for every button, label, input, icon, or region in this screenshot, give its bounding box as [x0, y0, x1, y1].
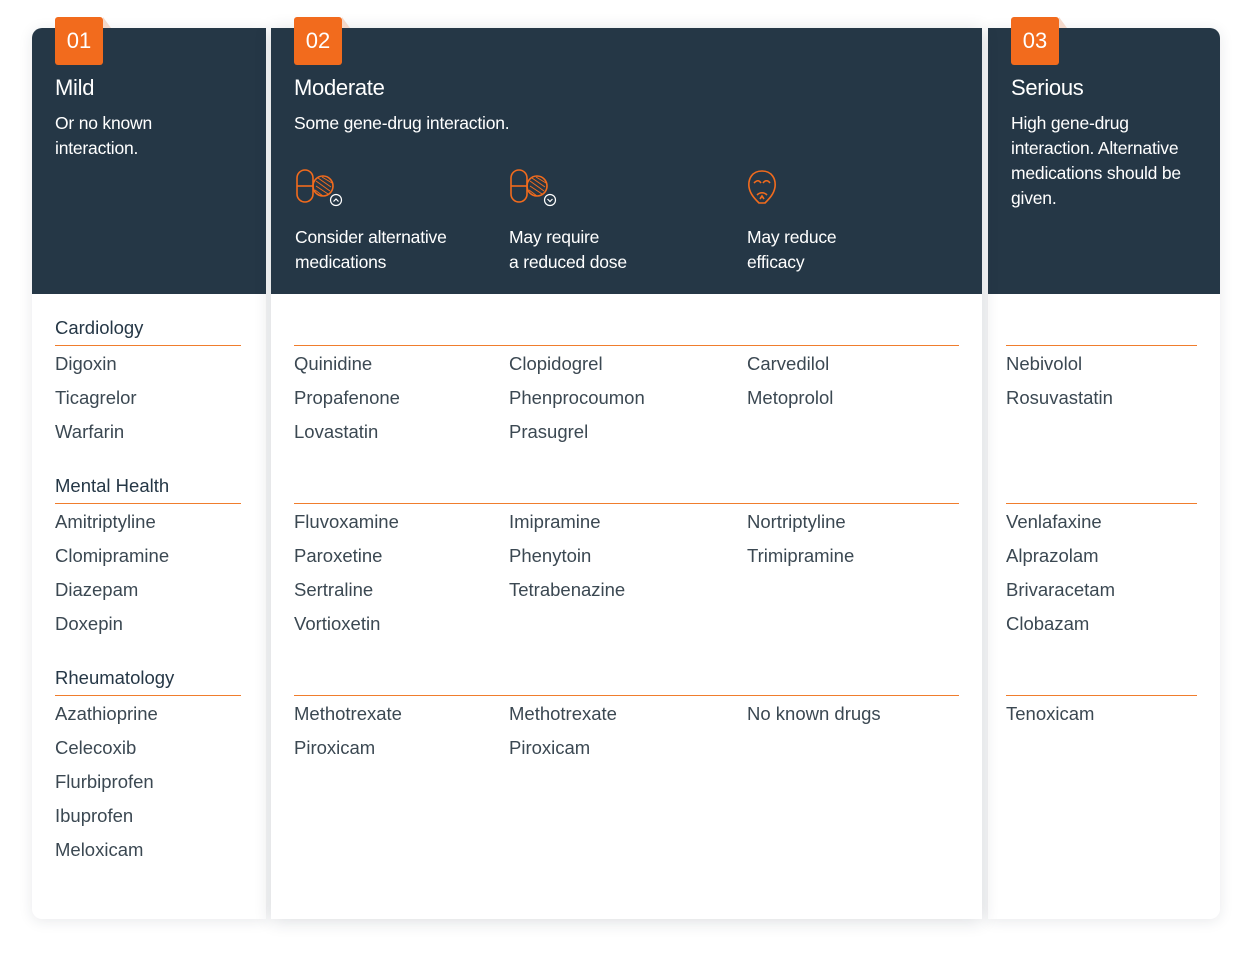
serious-number-badge: 03	[1011, 17, 1059, 65]
capsule-reduced-dose-icon	[508, 169, 560, 209]
serious-title: Serious	[1011, 75, 1084, 100]
mild-drug: Amitriptyline	[55, 511, 156, 532]
sub-label-reduced-efficacy: May reduce efficacy	[747, 227, 837, 272]
moderate-reduced-efficacy-drug: No known drugs	[747, 703, 881, 724]
moderate-card	[271, 28, 982, 919]
moderate-reduced-dose-drug: Imipramine	[509, 511, 601, 532]
mild-description: Or no known interaction.	[55, 113, 153, 158]
moderate-reduced-dose-drug: Prasugrel	[509, 421, 589, 442]
moderate-alternative-drug: Fluvoxamine	[294, 511, 399, 532]
moderate-reduced-dose-drug: Phenytoin	[509, 545, 592, 566]
category-title: Rheumatology	[55, 667, 175, 688]
moderate-description: Some gene-drug interaction.	[294, 113, 510, 133]
mild-drug: Ticagrelor	[55, 387, 137, 408]
category-title: Cardiology	[55, 317, 144, 338]
mild-drug: Clomipramine	[55, 545, 170, 566]
capsule-alternative-icon	[294, 169, 346, 209]
mild-drug: Meloxicam	[55, 839, 144, 860]
serious-drug: Alprazolam	[1006, 545, 1099, 566]
moderate-reduced-dose-drug: Piroxicam	[509, 737, 591, 758]
moderate-alternative-drug: Sertraline	[294, 579, 374, 600]
category-title: Mental Health	[55, 475, 170, 496]
moderate-alternative-drug: Paroxetine	[294, 545, 383, 566]
serious-drug: Rosuvastatin	[1006, 387, 1113, 408]
sub-label-alternative: Consider alternative medications	[295, 227, 447, 272]
serious-drug: Tenoxicam	[1006, 703, 1095, 724]
moderate-alternative-drug: Lovastatin	[294, 421, 379, 442]
mild-drug: Doxepin	[55, 613, 123, 634]
serious-drug: Venlafaxine	[1006, 511, 1102, 532]
mild-header	[32, 28, 266, 294]
serious-description: High gene-drug interaction. Alternative medications should be given.	[1011, 113, 1181, 208]
moderate-alternative-drug: Methotrexate	[294, 703, 402, 724]
serious-drug: Nebivolol	[1006, 353, 1083, 374]
mild-drug: Warfarin	[55, 421, 125, 442]
person-reduced-efficacy-icon	[746, 169, 798, 209]
mild-number-badge: 01	[55, 17, 103, 65]
serious-header	[988, 28, 1220, 294]
mild-drug: Azathioprine	[55, 703, 158, 724]
moderate-reduced-efficacy-drug: Metoprolol	[747, 387, 834, 408]
moderate-reduced-efficacy-drug: Carvedilol	[747, 353, 830, 374]
moderate-reduced-dose-drug: Methotrexate	[509, 703, 617, 724]
moderate-alternative-drug: Propafenone	[294, 387, 400, 408]
serious-card	[988, 28, 1220, 919]
mild-drug: Flurbiprofen	[55, 771, 154, 792]
serious-drug: Clobazam	[1006, 613, 1090, 634]
mild-drug: Celecoxib	[55, 737, 137, 758]
moderate-reduced-efficacy-drug: Nortriptyline	[747, 511, 846, 532]
sub-label-reduced-dose: May require a reduced dose	[509, 227, 627, 272]
mild-drug: Diazepam	[55, 579, 139, 600]
moderate-reduced-efficacy-drug: Trimipramine	[747, 545, 855, 566]
mild-drug: Digoxin	[55, 353, 117, 374]
moderate-alternative-drug: Vortioxetin	[294, 613, 381, 634]
moderate-alternative-drug: Quinidine	[294, 353, 373, 374]
mild-title: Mild	[55, 75, 95, 100]
mild-drug: Ibuprofen	[55, 805, 134, 826]
moderate-alternative-drug: Piroxicam	[294, 737, 376, 758]
moderate-reduced-dose-drug: Clopidogrel	[509, 353, 603, 374]
mild-card	[32, 28, 266, 919]
moderate-header	[271, 28, 982, 294]
moderate-title: Moderate	[294, 75, 385, 100]
moderate-reduced-dose-drug: Tetrabenazine	[509, 579, 626, 600]
moderate-reduced-dose-drug: Phenprocoumon	[509, 387, 645, 408]
serious-drug: Brivaracetam	[1006, 579, 1115, 600]
moderate-number-badge: 02	[294, 17, 342, 65]
